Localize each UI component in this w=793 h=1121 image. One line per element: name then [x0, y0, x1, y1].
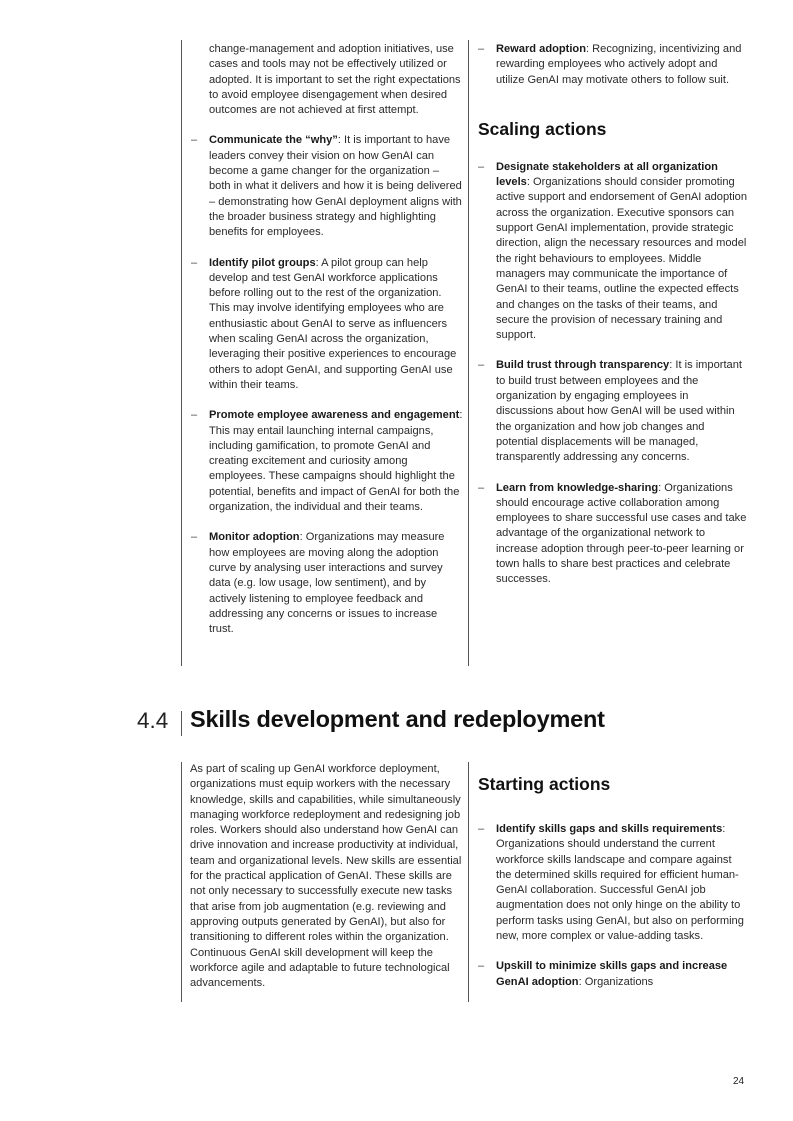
list-item-text: : It is important to build trust between employees and the organization by engaging employees in discussions about how GenAI will be used within the organization and how job changes and potential displacements will be managed, transparently addressing any concerns. [496, 359, 742, 464]
continued-paragraph: change-management and adoption initiatives, use cases and tools may not be effectively utilized or adopted. It is important to set the right expectations to avoid employee disengagement when desired outcomes are not achieved at first attempt. [209, 43, 461, 117]
list-item-awareness [191, 408, 463, 515]
list-item-upskill [478, 959, 748, 990]
list-item-title: Monitor adoption [209, 531, 300, 544]
list-item-text: : It is important to have leaders convey their vision on how GenAI can become a game changer for the organization – both in what it delivers and how it is being delivered – demonstrating how GenAI deployment aligns with the broader business strategy and highlighting benefits for employees. [209, 134, 462, 239]
page-number: 24 [733, 1076, 745, 1087]
list-item-title: Designate stakeholders at all organization levels [496, 160, 718, 189]
section-number: 4.4 [137, 708, 169, 733]
top-right-column [478, 42, 748, 588]
section-title-rule [181, 711, 182, 736]
list-item-knowledge-sharing [478, 481, 748, 588]
list-item-text: : This may entail launching internal campaigns, including gamification, to promote GenAI and creating excitement and curiosity among employees. These campaigns should highlight the potential, benefits and impact of GenAI for both the organization, the individual and their teams. [209, 409, 463, 514]
list-item-reward [478, 42, 748, 88]
list-item-text: : A pilot group can help develop and test GenAI workforce applications before rolling out to the rest of the organization. This may involve identifying employees who are enthusiastic about GenAI to serve as influencers when scaling GenAI across the organization, leveraging their positive experiences to encourage others to adopt GenAI, and supporting GenAI use within their teams. [209, 256, 457, 391]
scaling-actions-heading: Scaling actions [478, 118, 607, 139]
list-item-title: Communicate the “why” [209, 134, 338, 147]
list-item-text: : Organizations [578, 975, 654, 988]
column-rule-top-left [181, 40, 182, 666]
list-item-text: : Organizations may measure how employees are moving along the adoption curve by analysing user interactions and survey data (e.g. low usage, low sentiment), and by actively listening to employee feedback and addressing any concerns or issues to increase trust. [209, 531, 445, 636]
section-intro-paragraph: As part of scaling up GenAI workforce deployment, organizations must equip workers with the necessary knowledge, skills and capabilities, while simultaneously managing workforce redeployment and redesigning job roles. Workers should also understand how GenAI can drive innovation and increase productivity at individual, team and organizational levels. New skills are essential for the practical application of GenAI. These skills are not only necessary to successfully execute new tasks that arise from job augmentation (e.g. reviewing and approving outputs generated by GenAI), but also for transitioning to different roles within the organization. Continuous GenAI skill development will keep the workforce agile and adaptable to future technological advancements. [190, 763, 462, 990]
list-item-trust [478, 358, 748, 465]
list-item-title: Reward adoption [496, 43, 586, 55]
column-rule-top-middle [468, 40, 469, 666]
list-item-stakeholders [478, 160, 748, 344]
list-item-communicate [191, 133, 463, 240]
list-item-skills-gaps [478, 822, 748, 944]
column-rule-bottom-middle [468, 762, 469, 1002]
list-item-title: Build trust through transparency [496, 359, 670, 372]
column-rule-bottom-left [181, 762, 182, 1002]
list-item-text: : Organizations should consider promoting active support and endorsement of GenAI adoption across the organization. Executive sponsors can support GenAI implementation, provide strategic direction, align the necessary resources and model the right behaviours to employees. Middle managers may communicate the importance of GenAI to their teams, outline the expected effects and changes on the tasks of their teams, and secure the provision of necessary training and support. [496, 176, 748, 342]
list-item-text: : Organizations should understand the current workforce skills landscape and compare against the determined skills required for efficient human-GenAI collaboration. Successful GenAI job augmentation does not only hinge on the ability to perform tasks using GenAI, but also on performing new, more complex or value-adding tasks. [496, 823, 744, 943]
list-item-monitor [191, 530, 463, 637]
starting-actions-heading: Starting actions [478, 774, 611, 794]
starting-actions-column [478, 773, 748, 990]
top-left-column [191, 42, 463, 637]
list-item-text: : Organizations should encourage active collaboration among employees to share successful use cases and take advantage of the organizational network to increase adoption through peer-to-peer learning or town halls to share best practices and celebrate successes. [496, 481, 747, 586]
list-item-title: Promote employee awareness and engagement [209, 409, 460, 422]
list-item-text: : Recognizing, incentivizing and rewarding employees who actively adopt and utilize GenAI may motivate others to follow suit. [496, 43, 742, 86]
list-item-title: Upskill to minimize skills gaps and increase GenAI adoption [496, 960, 728, 988]
list-item-title: Learn from knowledge-sharing [496, 481, 659, 494]
list-item-pilot-groups [191, 256, 463, 394]
section-intro-column [190, 762, 462, 991]
list-item-title: Identify skills gaps and skills requirements [496, 823, 723, 835]
list-item-title: Identify pilot groups [209, 256, 316, 269]
section-title: Skills development and redeployment [190, 706, 605, 732]
